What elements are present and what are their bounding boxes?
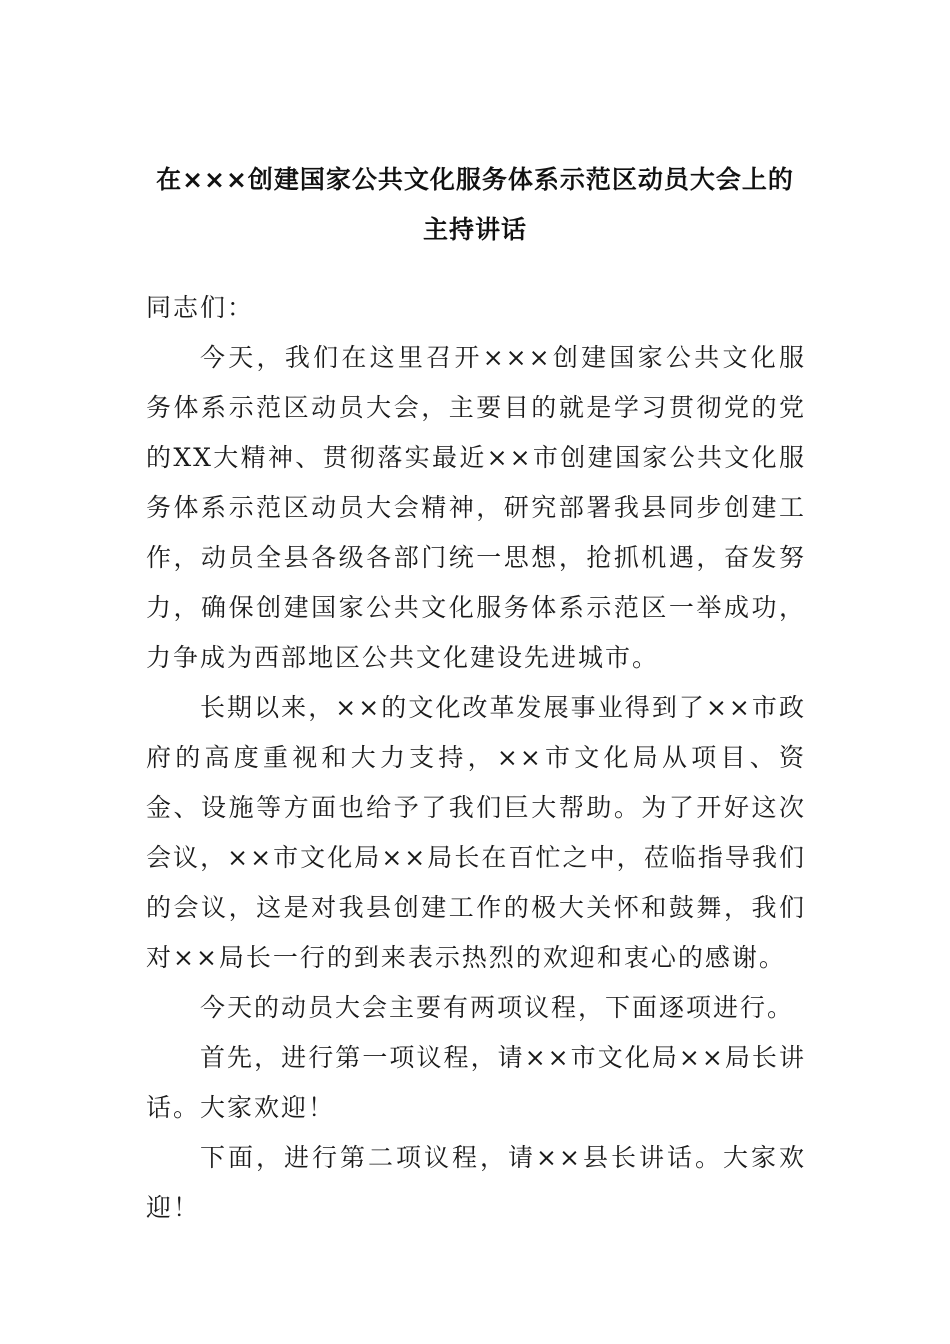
paragraph-4: 首先，进行第一项议程，请××市文化局××局长讲话。大家欢迎！	[146, 1043, 806, 1122]
document-title-line-1: 在×××创建国家公共文化服务体系示范区动员大会上的	[156, 165, 794, 194]
document-body	[146, 283, 806, 1233]
paragraph-1: 今天，我们在这里召开×××创建国家公共文化服务体系示范区动员大会，主要目的就是学习贯彻党的党的XX大精神、贯彻落实最近××市创建国家公共文化服务体系示范区动员大会精神，研究部署我县同步创建工作，动员全县各级各部门统一思想，抢抓机遇，奋发努力，确保创建国家公共文化服务体系示范区一举成功，力争成为西部地区公共文化建设先进城市。	[146, 343, 806, 672]
salutation: 同志们：	[146, 293, 255, 322]
paragraph-2: 长期以来，××的文化改革发展事业得到了××市政府的高度重视和大力支持，××市文化局从项目、资金、设施等方面也给予了我们巨大帮助。为了开好这次会议，××市文化局××局长在百忙之中，莅临指导我们的会议，这是对我县创建工作的极大关怀和鼓舞，我们对××局长一行的到来表示热烈的欢迎和衷心的感谢。	[146, 693, 806, 972]
document-title-line-2: 主持讲话	[422, 215, 527, 244]
paragraph-5: 下面，进行第二项议程，请××县长讲话。大家欢迎！	[146, 1143, 806, 1222]
paragraph-3: 今天的动员大会主要有两项议程，下面逐项进行。	[200, 993, 795, 1022]
